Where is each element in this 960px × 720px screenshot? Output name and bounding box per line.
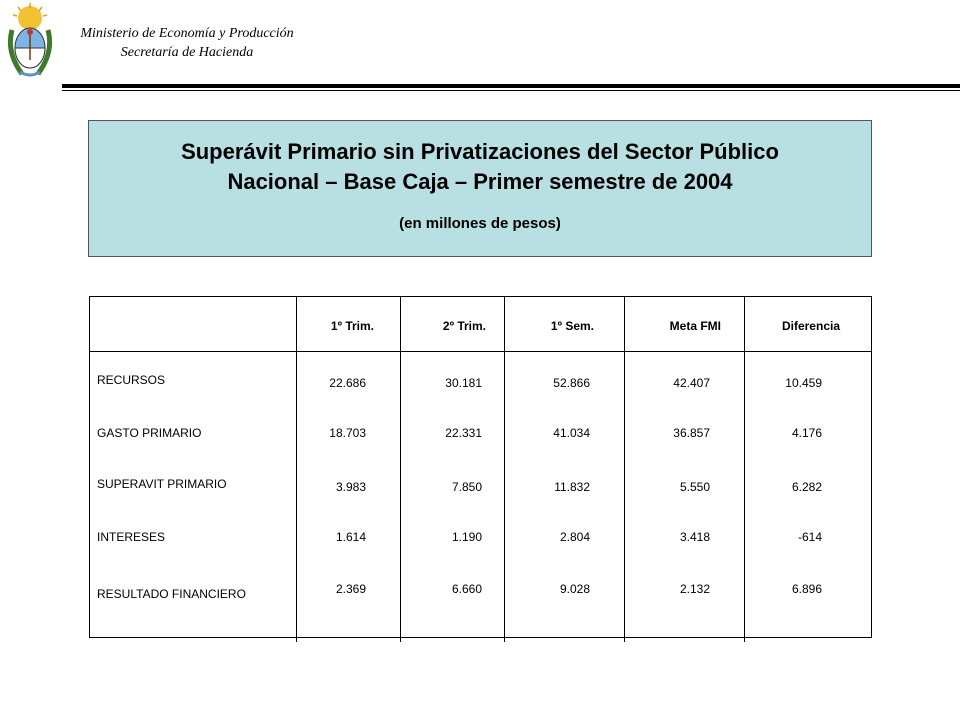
header-separator	[90, 351, 871, 352]
table-cell: 6.282	[791, 480, 822, 494]
table-cell: 3.983	[335, 480, 366, 494]
column-header: 1º Trim.	[330, 319, 374, 333]
table-cell: 1.614	[335, 530, 366, 544]
secretariat-name: Secretaría de Hacienda	[120, 45, 254, 60]
column-divider	[296, 296, 297, 642]
table-cell: 10.459	[785, 376, 822, 390]
column-divider	[400, 296, 401, 642]
shield-icon	[15, 28, 45, 68]
column-header: 2º Trim.	[442, 319, 486, 333]
ministry-name: Ministerio de Economía y Producción	[80, 26, 294, 41]
column-divider	[624, 296, 625, 642]
table-cell: 36.857	[673, 426, 710, 440]
coat-of-arms-seal	[4, 2, 56, 80]
column-header: Diferencia	[781, 319, 840, 333]
table-cell: 42.407	[673, 376, 710, 390]
table-cell: 41.034	[553, 426, 590, 440]
table-cell: 1.190	[451, 530, 482, 544]
table-cell: 9.028	[559, 582, 590, 596]
table-cell: 6.896	[791, 582, 822, 596]
table-cell: 5.550	[679, 480, 710, 494]
table-cell: 2.804	[559, 530, 590, 544]
title-box	[88, 120, 872, 257]
header-text	[62, 24, 312, 62]
table-cell: 22.686	[329, 376, 366, 390]
column-header: 1º Sem.	[550, 319, 594, 333]
row-label: INTERESES	[97, 530, 166, 544]
header-rule-thin	[62, 90, 960, 91]
table-cell: 6.660	[451, 582, 482, 596]
table-cell: 30.181	[445, 376, 482, 390]
table-cell: 2.369	[335, 582, 366, 596]
column-divider	[744, 296, 745, 642]
column-divider	[504, 296, 505, 642]
table-cell: 11.832	[554, 480, 590, 494]
table-cell: -614	[797, 530, 822, 544]
row-label: RESULTADO FINANCIERO	[97, 587, 246, 601]
sun-rays-icon	[13, 3, 47, 30]
table-cell: 7.850	[451, 480, 482, 494]
table-cell: 22.331	[445, 426, 482, 440]
table-cell: 52.866	[553, 376, 590, 390]
table-cell: 2.132	[679, 582, 710, 596]
row-label: SUPERAVIT PRIMARIO	[97, 477, 227, 491]
page-title: Superávit Primario sin Privatizaciones del Sector Público Nacional – Base Caja – Primer semestre de 2004	[181, 139, 779, 194]
row-label: GASTO PRIMARIO	[97, 426, 202, 440]
column-header: Meta FMI	[669, 319, 721, 333]
table-cell: 18.703	[329, 426, 366, 440]
table-cell: 4.176	[791, 426, 822, 440]
page-subtitle: (en millones de pesos)	[399, 215, 561, 232]
header-rule-thick	[62, 84, 960, 88]
row-label: RECURSOS	[97, 373, 166, 387]
table-cell: 3.418	[679, 530, 710, 544]
